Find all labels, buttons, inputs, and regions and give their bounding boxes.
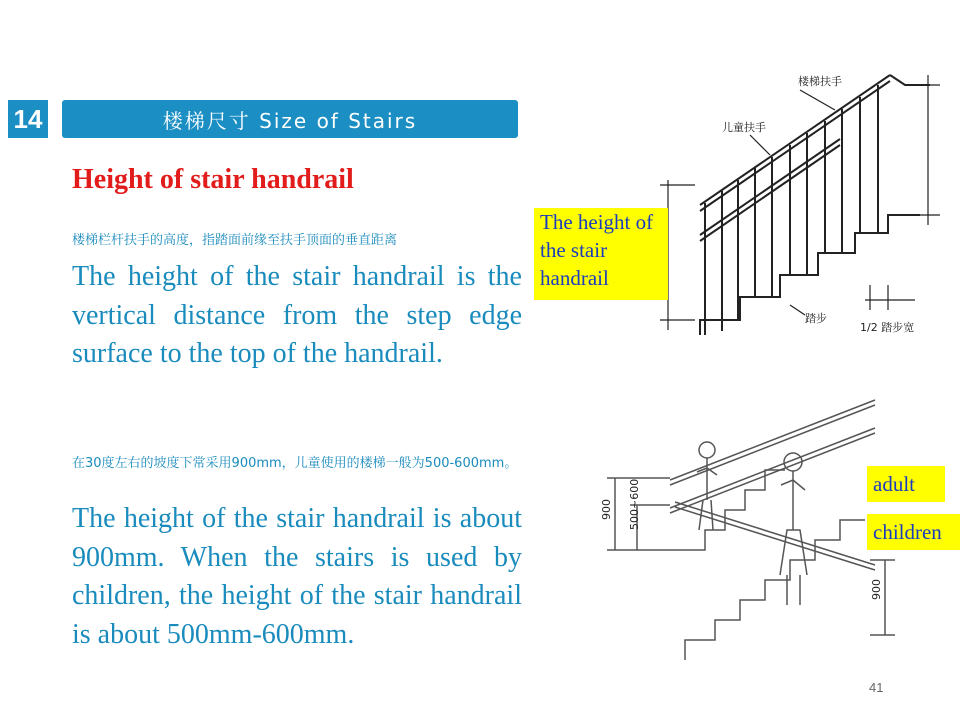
section-number: 14 <box>8 100 48 138</box>
children-label: children <box>867 514 960 550</box>
adult-child-stair-diagram <box>575 390 905 670</box>
label-stair-handrail: 楼梯扶手 <box>798 75 842 88</box>
label-step: 踏步 <box>805 312 827 325</box>
lower-stairs <box>685 520 865 660</box>
section-title: 楼梯尺寸 Size of Stairs <box>62 100 518 138</box>
dim-500-600: 500~600 <box>628 478 641 530</box>
english-description-1: The height of the stair handrail is the vertical distance from the step edge surface to the top of the handrail. <box>72 261 522 369</box>
english-description-2: The height of the stair handrail is about 900mm. When the stairs is used by children, the height of the stair handrail is about 500mm-600mm. <box>72 503 522 650</box>
chinese-description-2: 在30度左右的坡度下常采用900mm，儿童使用的楼梯一般为500-600mm。 <box>72 456 518 471</box>
handrail-height-label: The height of the stair handrail <box>534 208 668 300</box>
stair-handrail-diagram <box>650 35 950 345</box>
adult-label: adult <box>867 466 945 502</box>
dim-900-right: 900 <box>870 579 883 600</box>
content-heading: Height of stair handrail <box>72 164 354 195</box>
dim-900-left: 900 <box>600 499 613 520</box>
label-child-handrail: 儿童扶手 <box>722 121 766 134</box>
page-number: 41 <box>869 680 884 695</box>
label-half-tread: 1/2 踏步宽 <box>860 321 915 334</box>
chinese-description-1: 楼梯栏杆扶手的高度，指踏面前缘至扶手顶面的垂直距离 <box>72 233 398 248</box>
